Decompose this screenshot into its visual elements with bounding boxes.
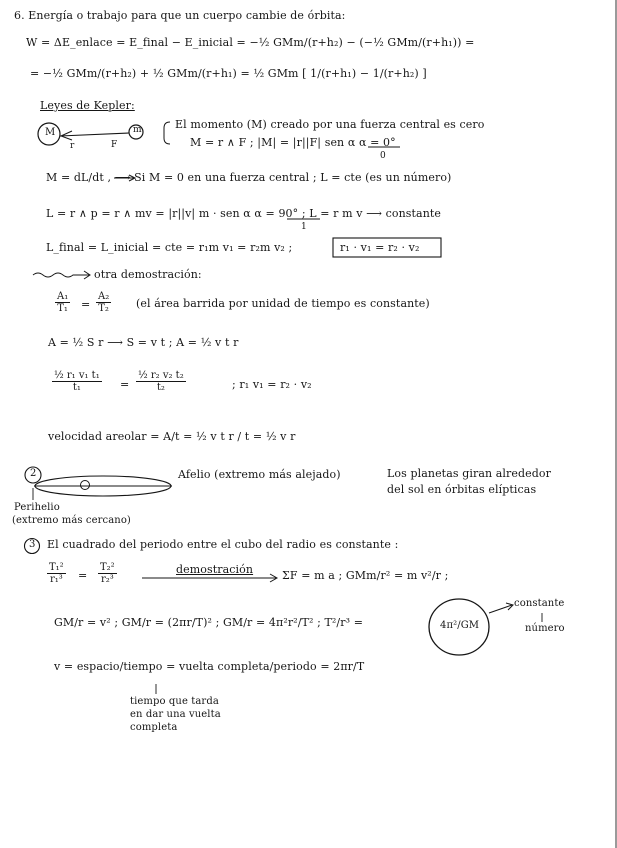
moment-equation: M = r ∧ F ; |M| = |r||F| sen α α = 0° <box>190 136 396 149</box>
equals-sign-3: = <box>78 569 88 582</box>
velocity-equation: v = espacio/tiempo = vuelta completa/periodo = 2πr/T <box>54 660 365 673</box>
ratio-left-fraction: $\frac{\text{½ r₁ v₁ t₁}}{\text{t₁}}$ <box>54 370 100 393</box>
force-balance-line: ΣF = m a ; GMm/r² = m v²/r ; <box>282 569 449 582</box>
fraction-T1-r1: $\frac{\text{T₁²}}{\text{r₁³}}$ <box>49 562 64 585</box>
mass-m-label: m <box>133 125 142 135</box>
tiempo-note-1: tiempo que tarda <box>130 696 219 707</box>
section-3-number: 3 <box>29 539 36 550</box>
ratio-result: ; r₁ v₁ = r₂ · v₂ <box>232 378 312 391</box>
tiempo-note-2: en dar una vuelta <box>130 709 221 720</box>
radius-vector-line <box>60 133 129 136</box>
kepler-third-derivation: GM/r = v² ; GM/r = (2πr/T)² ; GM/r = 4π²r²/T² ; T²/r³ = <box>54 616 364 629</box>
circled-constant: 4π²/GM <box>440 620 480 631</box>
fraction-T2-r2: $\frac{\text{T₂²}}{\text{r₂³}}$ <box>100 562 115 585</box>
section-6-title: 6. Energía o trabajo para que un cuerpo cambie de órbita: <box>14 9 346 22</box>
area-law-text: (el área barrida por unidad de tiempo es constante) <box>136 297 430 310</box>
fraction-A2-T2: $\frac{\text{A₂}}{\text{T₂}}$ <box>98 291 110 314</box>
L-conservation-line: L_final = L_inicial = cte = r₁m v₁ = r₂m v₂ ; <box>46 241 293 254</box>
brace-mark <box>164 122 170 144</box>
area-formula-line: A = ½ S r ⟶ S = v t ; A = ½ v t r <box>48 336 239 349</box>
mass-M-label: M <box>45 127 56 138</box>
otra-demostracion-label: otra demostración: <box>94 268 202 281</box>
angular-momentum-equation: L = r ∧ p = r ∧ mv = |r||v| m · sen α α = 90° ; L = r m v ⟶ constante <box>46 207 442 220</box>
perihelio-label: Perihelio <box>14 502 60 513</box>
ratio-right-fraction: $\frac{\text{½ r₂ v₂ t₂}}{\text{t₂}}$ <box>138 370 184 393</box>
constante-label: constante <box>514 598 565 609</box>
sen-zero-note: 0 <box>380 151 386 161</box>
fraction-A1-T1: $\frac{\text{A₁}}{\text{T₁}}$ <box>57 291 69 314</box>
boxed-equality: r₁ · v₁ = r₂ · v₂ <box>340 241 420 254</box>
work-equation-line-2: = −½ GMm/(r+h₂) + ½ GMm/(r+h₁) = ½ GMm [ 1/(r+h₁) − 1/(r+h₂) ] <box>30 67 427 80</box>
areolar-velocity-line: velocidad areolar = A/t = ½ v t r / t = ½ v r <box>48 430 296 443</box>
afelio-label: Afelio (extremo más alejado) <box>178 468 341 481</box>
sen-one-note: 1 <box>301 222 307 232</box>
equals-sign-2: = <box>120 378 130 391</box>
demo-label: demostración <box>176 563 254 576</box>
vector-r-label: r <box>70 141 75 151</box>
numero-label: número <box>525 623 565 634</box>
wavy-arrow <box>33 273 89 277</box>
tiempo-note-3: completa <box>130 722 178 733</box>
kepler-heading: Leyes de Kepler: <box>40 99 135 112</box>
equals-sign-1: = <box>81 298 91 311</box>
moment-statement: El momento (M) creado por una fuerza central es cero <box>175 118 485 131</box>
sun-focus <box>81 481 90 490</box>
planetas-line-2: del sol en órbitas elípticas <box>387 483 537 496</box>
planetas-line-1: Los planetas giran alrededor <box>387 467 551 480</box>
vector-F-label: F <box>111 140 118 150</box>
moment-derivative-line: M = dL/dt , ⟶ Si M = 0 en una fuerza central ; L = cte (es un número) <box>46 171 452 184</box>
work-equation-line-1: W = ΔE_enlace = E_final − E_inicial = −½ GMm/(r+h₂) − (−½ GMm/(r+h₁)) = <box>26 36 475 49</box>
section-2-number: 2 <box>30 468 37 479</box>
section-3-statement: El cuadrado del periodo entre el cubo del radio es constante : <box>47 538 399 551</box>
perihelio-note: (extremo más cercano) <box>12 515 131 526</box>
